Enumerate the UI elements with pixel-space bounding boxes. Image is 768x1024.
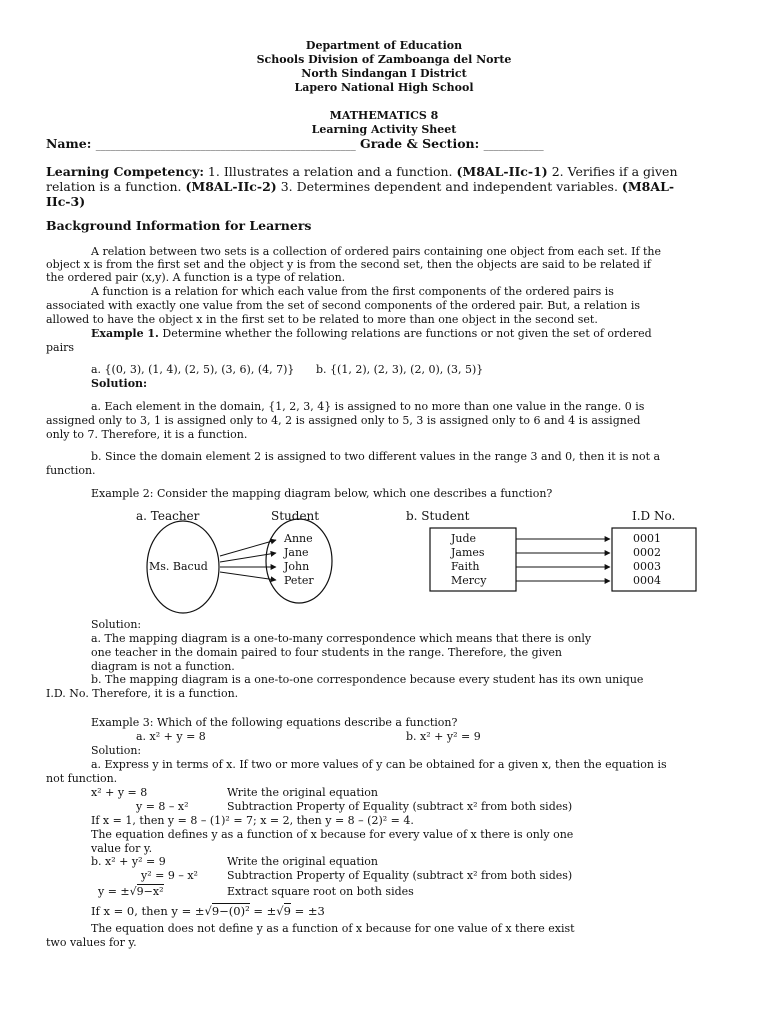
b-check-radicand-2: 9 bbox=[283, 904, 291, 918]
diagram-a-title: a. Teacher bbox=[136, 509, 200, 523]
para1-line-2: object x is from the first set and the object y is from the second set, then the objects are said to be related if bbox=[46, 258, 651, 271]
b-step2-equation: y² = 9 – x² bbox=[141, 869, 198, 882]
competency-code-3b: IIc-3) bbox=[46, 194, 86, 209]
para2-line-3: allowed to have the object x in the first set to be related to more than one object in the second set. bbox=[46, 313, 598, 326]
b-step1-equation: b. x² + y² = 9 bbox=[91, 855, 166, 868]
ex2-sol-b-line-2: I.D. No. Therefore, it is a function. bbox=[46, 687, 239, 700]
ex3-sol-a-line-2: not function. bbox=[46, 772, 118, 785]
student-james: James bbox=[451, 546, 485, 559]
sqrt-icon: √ bbox=[204, 904, 212, 918]
ex2-solution-label: Solution: bbox=[91, 618, 142, 631]
example1-set-a: a. {(0, 3), (1, 4), (2, 5), (3, 6), (4, 7)} bbox=[91, 363, 295, 376]
ex1-sol-a-line-2: assigned only to 3, 1 is assigned only to 4, 2 is assigned only to 5, 3 is assigned only to 6 and 4 is assigned bbox=[46, 414, 641, 427]
ex2-sol-b-line-1: b. The mapping diagram is a one-to-one correspondence because every student has its own unique bbox=[91, 673, 644, 686]
example3-prompt: Example 3: Which of the following equations describe a function? bbox=[91, 716, 458, 729]
header-sheet: Learning Activity Sheet bbox=[311, 123, 457, 136]
example1-text: Determine whether the following relations are functions or not given the set of ordered bbox=[158, 327, 652, 340]
background-title: Background Information for Learners bbox=[46, 218, 312, 233]
conclude-b-line-1: The equation does not define y as a function of x because for one value of x there exist bbox=[91, 922, 575, 935]
sqrt-icon: √ bbox=[129, 885, 137, 898]
competency-text-1: 1. Illustrates a relation and a function. bbox=[203, 164, 457, 179]
student-john: John bbox=[284, 560, 310, 573]
ex2-sol-a-line-1: a. The mapping diagram is a one-to-many correspondence which means that there is only bbox=[91, 632, 592, 645]
student-peter: Peter bbox=[284, 574, 314, 587]
arrow-jane bbox=[220, 553, 276, 562]
diagram-b-id-title: I.D No. bbox=[632, 509, 676, 523]
student-faith: Faith bbox=[451, 560, 480, 573]
diagram-a-student-title: Student bbox=[271, 509, 320, 523]
example1-solution-label: Solution: bbox=[91, 377, 148, 390]
b-check-line bbox=[91, 905, 767, 918]
header-dept: Department of Education bbox=[305, 39, 463, 52]
id-0001: 0001 bbox=[633, 532, 661, 545]
ex1-sol-b-line-2: function. bbox=[46, 464, 96, 477]
b-check-prefix: If x = 0, then y = ± bbox=[91, 904, 205, 918]
ex2-sol-a-line-3: diagram is not a function. bbox=[91, 660, 235, 673]
competency-code-1: (M8AL-IIc-1) bbox=[456, 164, 548, 179]
example1-label: Example 1. bbox=[91, 327, 159, 340]
conclude-a-line-1: The equation defines y as a function of x because for every value of x there is only one bbox=[91, 828, 574, 841]
header-subject: MATHEMATICS 8 bbox=[329, 109, 439, 122]
header-school: Lapero National High School bbox=[294, 81, 474, 94]
b-step3-prefix: y = ± bbox=[98, 885, 130, 898]
id-0003: 0003 bbox=[633, 560, 661, 573]
student-jane: Jane bbox=[284, 546, 309, 559]
conclude-a-line-2: value for y. bbox=[91, 842, 153, 855]
id-0004: 0004 bbox=[633, 574, 661, 587]
example1-text-2: pairs bbox=[46, 341, 75, 354]
para1-line-1: A relation between two sets is a collection of ordered pairs containing one object from each set. If the bbox=[91, 245, 662, 258]
competency-text-3: relation is a function. bbox=[46, 179, 186, 194]
step2-equation: y = 8 – x² bbox=[136, 800, 189, 813]
para1-line-3: the ordered pair (x,y). A function is a type of relation. bbox=[46, 271, 346, 284]
name-blank: ____________________________________________________ bbox=[95, 140, 356, 151]
grade-label: Grade & Section: bbox=[360, 136, 480, 151]
ex1-sol-a-line-3: only to 7. Therefore, it is a function. bbox=[46, 428, 248, 441]
competency-code-2: (M8AL-IIc-2) bbox=[185, 179, 277, 194]
diagram-b-title: b. Student bbox=[406, 509, 470, 523]
id-0002: 0002 bbox=[633, 546, 661, 559]
b-check-mid: = ± bbox=[249, 904, 277, 918]
sqrt-icon: √ bbox=[276, 904, 284, 918]
student-anne: Anne bbox=[284, 532, 313, 545]
ex3-sol-a-line-1: a. Express y in terms of x. If two or more values of y can be obtained for a given x, then the equation is bbox=[91, 758, 667, 771]
competency-label: Learning Competency: bbox=[46, 164, 204, 179]
competency-code-3a: (M8AL- bbox=[621, 179, 675, 194]
name-label: Name: bbox=[46, 136, 92, 151]
step2-description: Subtraction Property of Equality (subtract x² from both sides) bbox=[227, 800, 573, 813]
example1-set-b: b. {(1, 2), (2, 3), (2, 0), (3, 5)} bbox=[316, 363, 484, 376]
competency-text-2: 2. Verifies if a given bbox=[547, 164, 678, 179]
conclude-b-line-2: two values for y. bbox=[46, 936, 137, 949]
student-mercy: Mercy bbox=[451, 574, 487, 587]
competency-text-4: 3. Determines dependent and independent variables. bbox=[276, 179, 622, 194]
b-step2-description: Subtraction Property of Equality (subtract x² from both sides) bbox=[227, 869, 573, 882]
para2-line-1: A function is a relation for which each value from the first components of the ordered pairs is bbox=[91, 285, 614, 298]
b-step3-description: Extract square root on both sides bbox=[227, 885, 414, 898]
ex1-sol-a-line-1: a. Each element in the domain, {1, 2, 3, 4} is assigned to no more than one value in the range. 0 is bbox=[91, 400, 645, 413]
ex3-solution-label: Solution: bbox=[91, 744, 142, 757]
header-division: Schools Division of Zamboanga del Norte bbox=[256, 53, 512, 66]
b-step3-radicand: 9−x² bbox=[136, 885, 164, 898]
ex2-sol-a-line-2: one teacher in the domain paired to four students in the range. Therefore, the given bbox=[91, 646, 563, 659]
student-jude: Jude bbox=[451, 532, 477, 545]
example3-eq-a: a. x² + y = 8 bbox=[136, 730, 206, 743]
header-district: North Sindangan I District bbox=[301, 67, 467, 80]
b-check-radicand: 9−(0)² bbox=[211, 904, 250, 918]
example2-prompt: Example 2: Consider the mapping diagram below, which one describes a function? bbox=[91, 487, 553, 500]
b-check-end: = ±3 bbox=[290, 904, 325, 918]
b-step1-description: Write the original equation bbox=[227, 855, 378, 868]
check-values: If x = 1, then y = 8 – (1)² = 7; x = 2, then y = 8 – (2)² = 4. bbox=[91, 814, 414, 827]
grade-blank: ____________ bbox=[483, 140, 544, 151]
example3-eq-b: b. x² + y² = 9 bbox=[406, 730, 481, 743]
ex1-sol-b-line-1: b. Since the domain element 2 is assigned to two different values in the range 3 and 0, then it is not a bbox=[91, 450, 661, 463]
step1-description: Write the original equation bbox=[227, 786, 378, 799]
step1-equation: x² + y = 8 bbox=[91, 786, 148, 799]
teacher-name: Ms. Bacud bbox=[149, 560, 208, 573]
para2-line-2: associated with exactly one value from the set of second components of the ordered pair. But, a relation is bbox=[46, 299, 641, 312]
